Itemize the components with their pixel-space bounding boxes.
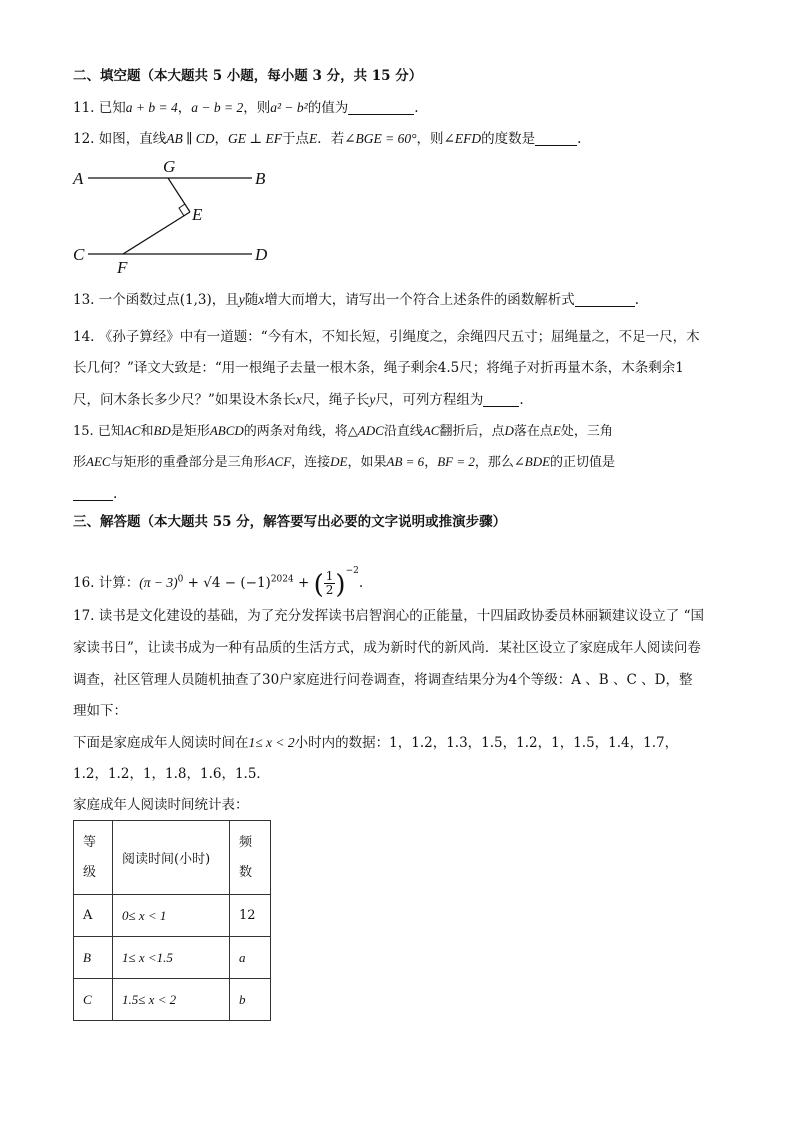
q12-text: 如图，直线 [98,131,167,147]
right-angle-mark [179,204,185,216]
q15-e: E [552,423,561,438]
q16-frac-den: 2 [325,583,334,597]
section2-heading: 二、填空题（本大题共 5 小题，每小题 3 分，共 15 分） [73,68,423,84]
q13-y: y [238,292,245,307]
q12-cond3: ∠BGE = 60° [344,131,417,146]
q15-text: ，那么 [474,455,514,470]
segment-ef [123,212,190,254]
question-15-line2 [73,452,615,473]
label-b: B [255,169,266,188]
q12-cond4: ∠EFD [443,131,482,146]
q12-answer-blank[interactable] [535,131,577,146]
q13-text2: ，且 [211,292,239,308]
q13-point: (1,3) [179,292,212,308]
question-14-line1 [73,327,700,347]
q14-text3a: 尺，问木条长多少尺？”如果设木条长 [73,392,296,408]
q12-text6: 的度数是 [481,131,536,147]
q15-ac: AC [123,423,141,438]
q17-text5a: 下面是家庭成年人阅读时间在 [73,735,249,751]
question-13 [73,290,639,310]
q15-text: 落在点 [513,424,553,439]
q14-x: x [295,392,302,407]
q11-answer-blank[interactable] [348,100,414,115]
q13-text4: 增大而增大，请写出一个符合上述条件的函数解析式 [264,292,575,308]
label-f: F [117,258,128,277]
q15-end: . [113,486,118,502]
q15-text: 翻折后，点 [439,424,505,439]
label-a: A [73,169,84,188]
q14-number: 14. [73,329,95,345]
table-header-row [74,821,271,895]
q15-text: ，连接 [291,455,331,470]
question-15-line3 [73,484,117,504]
q15-answer-blank[interactable] [73,486,113,501]
q11-eq2: a − b = 2 [191,100,244,115]
q14-text1: 《孙子算经》中有一道题：“今有木，不知长短，引绳度之，余绳四尺五寸；屈绳量之，不足一尺，木 [98,329,700,345]
question-17-line3: 调查，社区管理人员随机抽查了30户家庭进行问卷调查，将调查结果分为4个等级：A 、B 、C 、D，整 [73,672,693,688]
q11-end: . [414,100,419,116]
q12-text3: 于点 [281,131,309,147]
header-grade-char2: 级 [83,864,97,880]
q16-lparen: ( [313,570,324,600]
q15-bf: BF = 2 [437,454,475,469]
q15-acf: ACF [266,454,292,469]
q15-text: ，如果 [347,455,387,470]
cell-time: 1≤ x <1.5 [113,937,230,979]
label-d: D [255,245,268,264]
q15-d: D [504,423,514,438]
header-freq-char1: 频 [239,834,253,850]
question-17-line5 [73,733,678,753]
table-row [74,895,271,937]
q11-text2: ，则 [243,100,271,116]
q15-text: 沿直线 [383,424,423,439]
q12-text5: ，则 [416,131,444,147]
q14-text3c: 尺，可列方程组为 [375,392,484,408]
q11-number: 11. [73,100,95,116]
cell-frequency: a [230,937,271,979]
question-12 [73,129,581,149]
header-grade-char1: 等 [83,834,97,850]
q11-sep: ， [177,100,192,116]
q17-text5b: 小时内的数据：1，1.2，1.3，1.5，1.2，1，1.5，1.4，1.7， [294,735,679,751]
question-14-line3 [73,390,524,410]
q15-number: 15. [73,424,94,439]
question-17-line4: 理如下： [73,703,127,719]
table-row [74,979,271,1021]
question-15-line1 [73,421,613,442]
q17-text1: 读书是文化建设的基础，为了充分发挥读书启智润心的正能量，十四届政协委员林丽颖建议设立了 “国 [98,608,704,624]
q16-part2: + √4 − (−1) [183,575,271,591]
q15-text: ， [424,455,438,470]
q12-end: . [577,131,582,147]
q16-fraction [324,570,336,597]
q15-text: 与矩形的重叠部分是三角形 [110,455,267,470]
reading-time-table [73,820,271,1021]
q15-ab: AB = 6 [386,454,425,469]
q12-figure [68,152,283,277]
q14-text3b: 尺，绳子长 [301,392,370,408]
q11-eq1: a + b = 4 [125,100,178,115]
q13-text3: 随 [244,292,259,308]
question-17-line6: 1.2，1.2，1，1.8，1.6，1.5． [73,766,270,782]
table-title: 家庭成年人阅读时间统计表： [73,797,249,813]
q15-text: 的两条对角线，将 [243,424,348,439]
q12-cond1: AB ∥ CD [166,131,215,146]
q16-text: 计算： [98,575,140,591]
cell-frequency: 12 [230,895,271,937]
q12-text4: ．若 [317,131,345,147]
q15-text: 处，三角 [560,424,613,439]
q15-text: 的正切值是 [550,455,616,470]
q17-number: 17. [73,608,95,624]
cell-grade: C [74,979,113,1021]
q15-adc: △ADC [347,423,384,438]
q17-range: 1≤ x < 2 [248,735,295,750]
header-time: 阅读时间(小时) [113,821,230,895]
q14-end: . [519,392,524,408]
q15-de: DE [330,454,348,469]
question-17-line2: 家读书日”，让读书成为一种有品质的生活方式，成为新时代的新风尚．某社区设立了家庭成年人阅读问卷 [73,640,701,656]
q11-text: 已知 [98,100,126,116]
q13-x: x [258,292,265,307]
q16-exp1: 0 [177,574,184,585]
segment-ge [168,178,190,212]
q15-ac: AC [422,423,440,438]
q11-expr: a² − b² [270,100,308,115]
q14-answer-blank[interactable] [483,392,519,407]
q12-point: E [308,131,318,146]
q14-y: y [369,392,376,407]
question-17-line1 [73,606,704,626]
q16-rparen: ) [335,570,346,600]
cell-grade: B [74,937,113,979]
q15-bd: BD [153,423,171,438]
table-row [74,937,271,979]
q16-part1: (π − 3) [139,575,178,590]
cell-frequency: b [230,979,271,1021]
q15-abcd: ABCD [209,423,244,438]
label-e: E [192,205,203,224]
q15-aec: AEC [86,454,111,469]
cell-time: 1.5≤ x < 2 [113,979,230,1021]
q13-answer-blank[interactable] [575,292,635,307]
q16-exp3: −2 [345,566,359,576]
cell-time: 0≤ x < 1 [113,895,230,937]
section3-heading: 三、解答题（本大题共 55 分，解答要写出必要的文字说明或推演步骤） [73,514,507,530]
label-g: G [163,157,176,176]
q16-end: . [358,575,364,591]
q16-number: 16. [73,575,95,591]
header-freq-char2: 数 [239,864,253,880]
q11-text3: 的值为 [307,100,349,116]
header-frequency [230,821,271,895]
q15-text: 和 [140,424,154,439]
q16-exp2: 2024 [270,574,294,585]
q12-number: 12. [73,131,95,147]
q16-part3: + [293,575,314,591]
q15-bde: ∠BDE [513,454,551,469]
question-16 [73,552,363,604]
question-14-line2: 长几何？”译文大致是：“用一根绳子去量一根木条，绳子剩余4.5尺；将绳子对折再量木条，木条剩余1 [73,360,684,376]
q13-text: 一个函数过点 [98,292,180,308]
header-grade [74,821,113,895]
q13-number: 13. [73,292,95,308]
q12-text2: ， [214,131,229,147]
q15-text: 是矩形 [170,424,210,439]
q12-cond2: GE ⊥ EF [228,131,282,146]
q16-frac-num: 1 [325,569,334,583]
q15-text: 形 [73,455,87,470]
question-11 [73,98,419,118]
q15-text: 已知 [97,424,124,439]
q13-end: . [634,292,640,308]
label-c: C [73,245,85,264]
cell-grade: A [74,895,113,937]
